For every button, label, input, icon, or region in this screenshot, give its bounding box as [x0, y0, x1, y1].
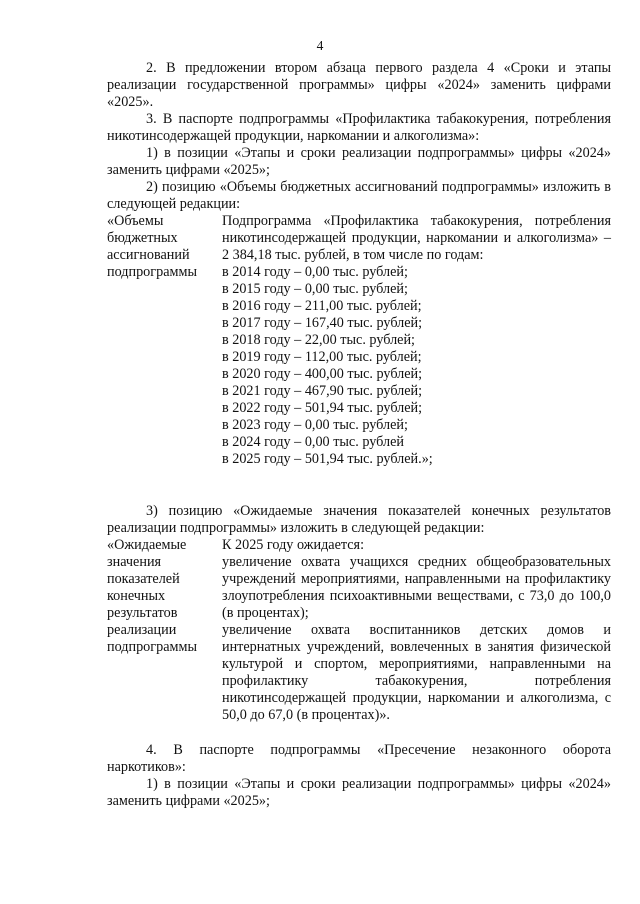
paragraph-4-item-1: 1) в позиции «Этапы и сроки реализации подпрограммы» цифры «2024» заменить цифрами «2025»; [107, 776, 611, 809]
budget-year-2014: в 2014 году – 0,00 тыс. рублей; [222, 264, 408, 280]
budget-year-2022: в 2022 году – 501,94 тыс. рублей; [222, 400, 423, 416]
results-table-label: «Ожидаемые значения показателей конечных результатов реализации подпрограммы [107, 537, 197, 655]
budget-year-2017: в 2017 году – 167,40 тыс. рублей; [222, 315, 423, 331]
paragraph-4-intro: 4. В паспорте подпрограммы «Пресечение незаконного оборота наркотиков»: [107, 742, 611, 775]
budget-year-2021: в 2021 году – 467,90 тыс. рублей; [222, 383, 423, 399]
budget-table-label: «Объемы бюджетных ассигнований подпрограммы [107, 213, 197, 280]
budget-year-2018: в 2018 году – 22,00 тыс. рублей; [222, 332, 415, 348]
spacer [107, 724, 611, 742]
paragraph-2: 2. В предложении втором абзаца первого раздела 4 «Сроки и этапы реализации государственной программы» цифры «2024» заменить цифрами «2025». [107, 60, 611, 110]
page-number: 4 [316, 38, 324, 53]
paragraph-3-intro: 3. В паспорте подпрограммы «Профилактика табакокурения, потребления никотинсодержащей продукции, наркомании и алкоголизма»: [107, 111, 611, 144]
paragraph-3-item-1: 1) в позиции «Этапы и сроки реализации подпрограммы» цифры «2024» заменить цифрами «2025»; [107, 145, 611, 178]
budget-year-2025: в 2025 году – 501,94 тыс. рублей.»; [222, 451, 433, 467]
spacer [107, 486, 611, 503]
paragraph-3-item-3: 3) позицию «Ожидаемые значения показателей конечных результатов реализации подпрограммы» изложить в следующей редакции: [107, 503, 611, 536]
budget-year-2023: в 2023 году – 0,00 тыс. рублей; [222, 417, 408, 433]
budget-lead: Подпрограмма «Профилактика табакокурения, потребления никотинсодержащей продукции, наркомании и алкоголизма» – 2 384,18 тыс. рублей, в том числе по годам: [222, 213, 611, 263]
spacer [107, 468, 611, 486]
budget-year-2019: в 2019 году – 112,00 тыс. рублей; [222, 349, 422, 365]
results-line-2: увеличение охвата учащихся средних общеобразовательных учреждений мероприятиями, направленными на профилактику злоупотребления психоактивными веществами, с 73,0 до 100,0 (в процентах); [222, 554, 611, 621]
results-line-3: увеличение охвата воспитанников детских домов и интернатных учреждений, вовлеченных в занятия физической культурой и спортом, мероприятиями, направленными на профилактику табакокурения, потребления никотинсодержащей продукции, наркомании и алкоголизма, с 50,0 до 67,0 (в процентах)». [222, 622, 611, 723]
budget-table [107, 213, 611, 468]
budget-year-2020: в 2020 году – 400,00 тыс. рублей; [222, 366, 423, 382]
budget-year-2015: в 2015 году – 0,00 тыс. рублей; [222, 281, 408, 297]
budget-year-2016: в 2016 году – 211,00 тыс. рублей; [222, 298, 422, 314]
results-table-value [222, 537, 611, 724]
results-line-1: К 2025 году ожидается: [222, 537, 365, 553]
document-body [107, 60, 611, 810]
budget-year-2024: в 2024 году – 0,00 тыс. рублей [222, 434, 404, 450]
budget-table-value [222, 213, 611, 468]
results-table [107, 537, 611, 724]
paragraph-3-item-2: 2) позицию «Объемы бюджетных ассигнований подпрограммы» изложить в следующей редакции: [107, 179, 611, 212]
